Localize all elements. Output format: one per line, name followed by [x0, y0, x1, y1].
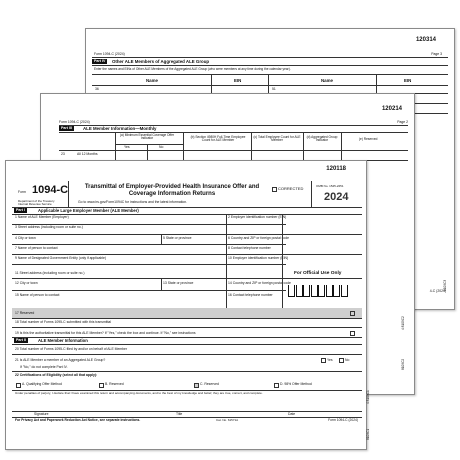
- page-number: Page 3: [431, 52, 442, 56]
- field-21-yes-checkbox[interactable]: [321, 358, 326, 363]
- field-18-label: 18 Total number of Forms 1095-C submitted with this transmittal: [15, 320, 112, 324]
- column-d-header: (d) Aggregated Group Indicator: [306, 135, 338, 143]
- field-21-note: If "No," do not complete Part IV.: [20, 365, 68, 369]
- department: Department of the Treasury Internal Revenue Service: [18, 199, 55, 206]
- field-15-label: 15 Name of person to contact: [15, 293, 60, 297]
- field-3-label: 3 Street address (including room or suite no.): [15, 225, 83, 229]
- side-code-front-2: 4 8109C1: [366, 390, 370, 404]
- column-b-header: (b) Section 4980H Full-Time Employee Count for ALE Member: [190, 135, 246, 143]
- column-a-no: No: [159, 145, 164, 149]
- field-8-label: 8 Contact telephone number: [228, 246, 271, 250]
- column-a-yes: Yes: [124, 145, 130, 149]
- form-reference: Form 1094-C (2024): [59, 120, 90, 124]
- field-7-label: 7 Name of person to contact: [15, 246, 58, 250]
- page-code: 120118: [326, 166, 346, 172]
- field-9-label: 9 Name of Designated Government Entity (only if applicable): [15, 256, 107, 260]
- part-label: Part III: [61, 125, 72, 130]
- field-5-label: 5 State or province: [163, 236, 192, 240]
- field-14-label: 14 Country and ZIP or foreign postal code: [228, 281, 291, 285]
- field-2-label: 2 Employer identification number (EIN): [228, 215, 287, 219]
- field-17-label: 17 Reserved: [15, 311, 35, 315]
- field-21-no-label: No: [345, 358, 350, 362]
- page-number: Page 2: [397, 120, 408, 124]
- cert-a-label: A. Qualifying Offer Method: [22, 382, 62, 386]
- side-code-front: 8109C1: [366, 428, 370, 440]
- privacy-notice: For Privacy Act and Paperwork Reduction Act Notice, see separate instructions.: [15, 418, 141, 422]
- row-number-23: 23: [61, 152, 65, 156]
- field-21-no-checkbox[interactable]: [339, 358, 344, 363]
- field-22-label: 22 Certifications of Eligibility (select all that apply):: [15, 373, 98, 377]
- field-6-label: 6 Country and ZIP or foreign postal code: [228, 236, 290, 240]
- footer-form-number: 4-C (2024): [429, 289, 446, 293]
- date-label: Date: [288, 412, 296, 416]
- reserved-shading: [12, 308, 362, 318]
- form-number: 1094-C: [32, 184, 69, 196]
- part-title: ALE Member Information—Monthly: [83, 126, 157, 131]
- column-header-ein-2: EIN: [404, 78, 412, 83]
- field-19-label: 19 Is this the authoritative transmittal for this ALE Member? If "Yes," check the box and continue. If "No," see instructions: [15, 331, 196, 335]
- side-code-2: 4 8109C2: [401, 316, 405, 330]
- part-2-title: ALE Member Information: [38, 338, 88, 343]
- field-20-label: 20 Total number of Forms 1095-C filed by and/or on behalf of ALE Member: [15, 347, 128, 351]
- footer-form-number: Form 1094-C (2024): [328, 418, 358, 422]
- catalog-number: Cat. No. 61571A: [216, 418, 239, 422]
- column-header-name: Name: [146, 78, 158, 83]
- field-16-label: 16 Contact telephone number: [228, 293, 273, 297]
- page-code: 120214: [381, 106, 402, 112]
- tax-year: 2024: [324, 191, 349, 203]
- field-11-label: 11 Street address (including room or suite no.): [15, 271, 85, 275]
- official-use-boxes: [288, 284, 348, 302]
- field-12-label: 12 City or town: [15, 281, 38, 285]
- cert-d-checkbox[interactable]: [274, 383, 279, 388]
- column-c-header: (c) Total Employee Count for ALE Member: [253, 135, 301, 143]
- row-number-51: 51: [272, 87, 276, 91]
- column-header-ein: EIN: [234, 78, 242, 83]
- title-label: Title: [176, 412, 183, 416]
- cert-a-checkbox[interactable]: [16, 383, 21, 388]
- field-21-label: 21 Is ALE Member a member of an Aggregated ALE Group?: [15, 358, 106, 362]
- signature-label: Signature: [34, 412, 49, 416]
- part-1-label: Part I: [16, 207, 25, 212]
- field-13-label: 13 State or province: [163, 281, 194, 285]
- part-2-label: Part II: [16, 337, 26, 342]
- column-a-header: (a) Minimum Essential Coverage Offer Indicator: [119, 133, 175, 141]
- cert-c-label: C. Reserved: [200, 382, 219, 386]
- omb-number: OMB No. 1545-2251: [316, 184, 344, 188]
- side-code: 8109C2: [401, 358, 405, 370]
- field-21-yes-label: Yes: [327, 358, 333, 362]
- side-code: 8109C3: [443, 279, 447, 291]
- row-23-label: All 12 Months: [77, 152, 98, 156]
- part-1-title: Applicable Large Employer Member (ALE Member): [38, 208, 139, 213]
- form-word: Form: [18, 190, 26, 194]
- form-page-1: [5, 160, 367, 450]
- cert-b-label: B. Reserved: [105, 382, 124, 386]
- field-19-checkbox[interactable]: [350, 331, 355, 336]
- field-10-label: 10 Employer identification number (EIN): [228, 256, 289, 260]
- perjury-statement: Under penalties of perjury, I declare that I have examined this return and accompanying documents, and to the best of my knowledge and belief, they are true, correct, and complete.: [15, 391, 263, 395]
- official-use-label: For Official Use Only: [294, 271, 342, 276]
- form-subtitle: Go to www.irs.gov/Form1094C for instructions and the latest information.: [78, 200, 188, 204]
- page-code: 120314: [415, 37, 436, 43]
- form-reference: Form 1094-C (2024): [94, 52, 125, 56]
- part-label: Part IV: [94, 58, 106, 63]
- part-title: Other ALE Members of Aggregated ALE Group: [112, 59, 210, 64]
- cert-d-label: D. 98% Offer Method: [280, 382, 312, 386]
- field-1-label: 1 Name of ALE Member (Employer): [15, 215, 69, 219]
- column-header-name-2: Name: [321, 78, 333, 83]
- row-number-36: 36: [95, 87, 99, 91]
- column-e-header: (e) Reserved: [359, 137, 378, 141]
- part-instructions: Enter the names and EINs of Other ALE Members of the Aggregated ALE Group (who were members at any time during the calendar year).: [94, 67, 291, 71]
- corrected-label: CORRECTED: [278, 186, 304, 191]
- field-17-checkbox: [350, 311, 355, 316]
- cert-c-checkbox: [194, 383, 199, 388]
- form-title: Transmittal of Employer-Provided Health Insurance Offer and Coverage Information Returns: [84, 184, 260, 197]
- cert-b-checkbox[interactable]: [99, 383, 104, 388]
- field-4-label: 4 City or town: [15, 236, 36, 240]
- corrected-checkbox[interactable]: [272, 187, 277, 192]
